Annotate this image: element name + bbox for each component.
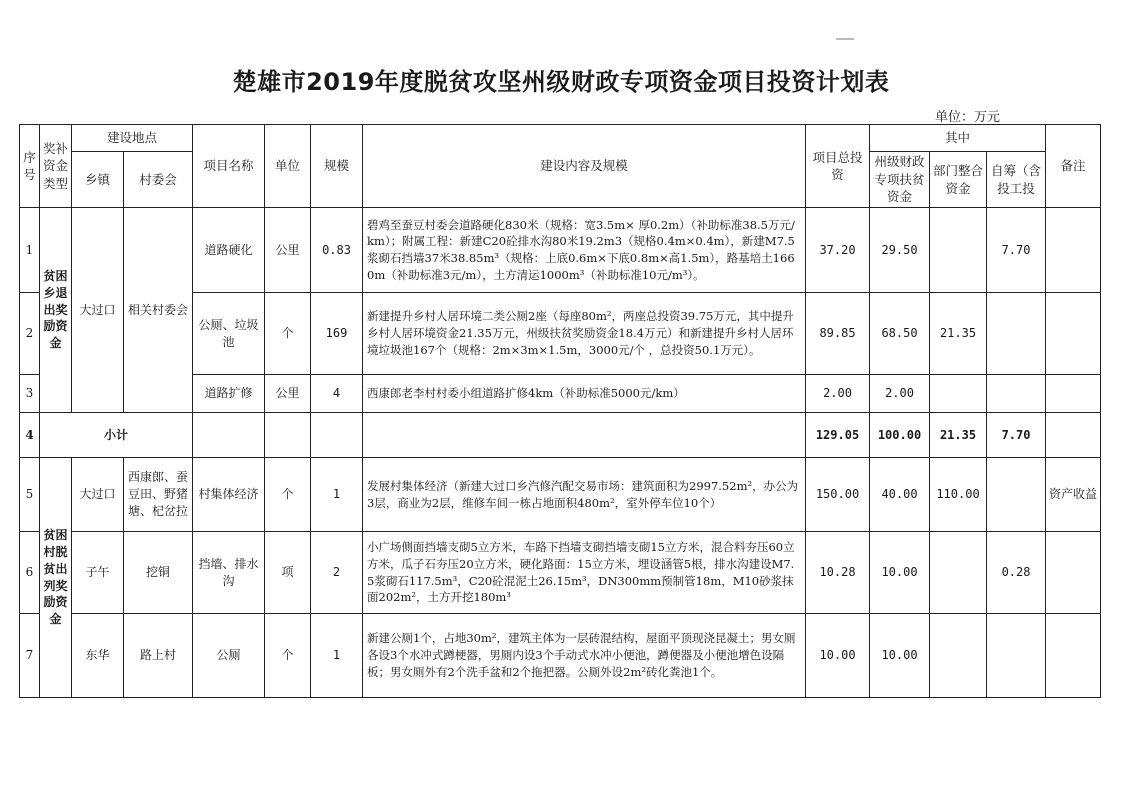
- row-scale: 169: [311, 293, 363, 375]
- page-title: 楚雄市2019年度脱贫攻坚州级财政专项资金项目投资计划表: [232, 68, 890, 96]
- table-row: [20, 614, 1101, 698]
- row-content: 碧鸡至蚕豆村委会道路硬化830米（规格：宽3.5m× 厚0.2m）（补助标准38.5万元/km）；附属工程：新建C20砼排水沟80米19.2m3（规格0.4m×0.4m），新建M7.5浆砌石挡墙37米38.85m³（规格：上底0.6m×下底0.8m×高1.5m），路基培土1660m（补助标准3元/m），土方清运1000m³（补助标准10元/m³）。: [363, 208, 806, 293]
- row-total: 10.00: [806, 614, 870, 698]
- row-unit: 个: [265, 614, 311, 698]
- subtotal-self-fund: 7.70: [987, 413, 1046, 458]
- row-remark: [1046, 208, 1101, 293]
- row-state-fund: 10.00: [870, 532, 930, 614]
- row-remark: [1046, 293, 1101, 375]
- row-project-name: 村集体经济: [193, 458, 265, 532]
- group-township-town: 大过口: [72, 208, 124, 413]
- header-village: 村委会: [124, 152, 193, 208]
- header-project-name: 项目名称: [193, 125, 265, 208]
- row-seq: 7: [20, 614, 40, 698]
- row-total: 10.28: [806, 532, 870, 614]
- row-dept-fund: [930, 614, 987, 698]
- header-total: 项目总投资: [806, 125, 870, 208]
- subtotal-empty-scale: [311, 413, 363, 458]
- subtotal-empty-unit: [265, 413, 311, 458]
- row-seq: 1: [20, 208, 40, 293]
- header-award-type: 奖补资金类型: [40, 125, 72, 208]
- subtotal-row: [20, 413, 1101, 458]
- row-seq: 5: [20, 458, 40, 532]
- row-project-name: 道路硬化: [193, 208, 265, 293]
- row-dept-fund: 21.35: [930, 293, 987, 375]
- row-project-name: 挡墙、排水沟: [193, 532, 265, 614]
- row-self-fund: [987, 614, 1046, 698]
- subtotal-empty-content: [363, 413, 806, 458]
- row-village: 西康郎、蚕豆田、野猪塘、杞岔拉: [124, 458, 193, 532]
- row-total: 37.20: [806, 208, 870, 293]
- row-self-fund: [987, 458, 1046, 532]
- group-township-village: 相关村委会: [124, 208, 193, 413]
- row-dept-fund: [930, 208, 987, 293]
- group-village-type: 贫困村脱贫出列奖励资金: [40, 458, 72, 698]
- header-scale: 规模: [311, 125, 363, 208]
- row-content: 小广场侧面挡墙支砌5立方米，车路下挡墙支砌挡墙支砌15立方米，混合料夯压60立方米，瓜子石夯压20立方米，硬化路面：15立方米，埋设涵管5根，排水沟建设M7.5浆砌石117.5m³，C20砼混泥土26.15m³，DN300mm预制管18m，M10砂浆抹面202m²，土方开挖180m³: [363, 532, 806, 614]
- row-project-name: 公厕、垃圾池: [193, 293, 265, 375]
- row-state-fund: 68.50: [870, 293, 930, 375]
- row-self-fund: 0.28: [987, 532, 1046, 614]
- subtotal-seq: 4: [20, 413, 40, 458]
- row-state-fund: 29.50: [870, 208, 930, 293]
- row-seq: 3: [20, 375, 40, 413]
- header-remark: 备注: [1046, 125, 1101, 208]
- header-seq: 序号: [20, 125, 40, 208]
- row-village: 挖铜: [124, 532, 193, 614]
- table-row: [20, 458, 1101, 532]
- header-location: 建设地点: [72, 125, 193, 152]
- group-township-type: 贫困乡退出奖励资金: [40, 208, 72, 413]
- row-unit: 公里: [265, 375, 311, 413]
- row-state-fund: 10.00: [870, 614, 930, 698]
- subtotal-empty-name: [193, 413, 265, 458]
- row-unit: 公里: [265, 208, 311, 293]
- row-town: 大过口: [72, 458, 124, 532]
- header-row-1: [20, 125, 1101, 152]
- row-seq: 6: [20, 532, 40, 614]
- row-self-fund: [987, 375, 1046, 413]
- scan-mark: [836, 38, 854, 40]
- subtotal-empty-remark: [1046, 413, 1101, 458]
- row-total: 89.85: [806, 293, 870, 375]
- row-content: 新建提升乡村人居环境二类公厕2座（每座80m²，两座总投资39.75万元，其中提升乡村人居环境资金21.35万元，州级扶贫奖励资金18.4万元）和新建提升乡村人居环境垃圾池167个（规格：2m×3m×1.5m，3000元/个 ，总投资50.1万元）。: [363, 293, 806, 375]
- row-total: 150.00: [806, 458, 870, 532]
- subtotal-dept-fund: 21.35: [930, 413, 987, 458]
- row-town: 子午: [72, 532, 124, 614]
- header-dept-fund: 部门整合资金: [930, 152, 987, 208]
- row-content: 新建公厕1个，占地30m²，建筑主体为一层砖混结构，屋面平顶现浇昆凝土；男女厕各设3个水冲式蹲梗器，男厕内设3个手动式水冲小便池，蹲便器及小便池增色设隔板；男女厕外有2个洗手盆和2个拖把器。公厕外设2m²砖化粪池1个。: [363, 614, 806, 698]
- row-remark: [1046, 532, 1101, 614]
- investment-plan-table: [19, 124, 1101, 698]
- row-project-name: 道路扩修: [193, 375, 265, 413]
- row-content: 发展村集体经济（新建大过口乡汽修汽配交易市场：建筑面积为2997.52m²，办公为3层，商业为2层，维修车间一栋占地面积480m²，室外停车位10个）: [363, 458, 806, 532]
- row-content: 西康郎老李村村委小组道路扩修4km（补助标准5000元/km）: [363, 375, 806, 413]
- row-self-fund: 7.70: [987, 208, 1046, 293]
- header-unit: 单位: [265, 125, 311, 208]
- row-unit: 个: [265, 458, 311, 532]
- row-dept-fund: 110.00: [930, 458, 987, 532]
- header-state-fund: 州级财政专项扶贫资金: [870, 152, 930, 208]
- row-total: 2.00: [806, 375, 870, 413]
- header-town: 乡镇: [72, 152, 124, 208]
- table-row: [20, 532, 1101, 614]
- row-remark: 资产收益: [1046, 458, 1101, 532]
- subtotal-total: 129.05: [806, 413, 870, 458]
- row-state-fund: 40.00: [870, 458, 930, 532]
- row-dept-fund: [930, 375, 987, 413]
- row-town: 东华: [72, 614, 124, 698]
- row-unit: 项: [265, 532, 311, 614]
- table-row: [20, 208, 1101, 293]
- row-state-fund: 2.00: [870, 375, 930, 413]
- row-scale: 4: [311, 375, 363, 413]
- row-self-fund: [987, 293, 1046, 375]
- row-project-name: 公厕: [193, 614, 265, 698]
- row-dept-fund: [930, 532, 987, 614]
- unit-label: 单位：万元: [935, 110, 1001, 125]
- row-scale: 1: [311, 614, 363, 698]
- row-scale: 0.83: [311, 208, 363, 293]
- header-self-fund: 自筹（含投工投: [987, 152, 1046, 208]
- subtotal-label: 小计: [40, 413, 193, 458]
- row-remark: [1046, 614, 1101, 698]
- row-remark: [1046, 375, 1101, 413]
- row-seq: 2: [20, 293, 40, 375]
- subtotal-state-fund: 100.00: [870, 413, 930, 458]
- header-of-which: 其中: [870, 125, 1046, 152]
- row-unit: 个: [265, 293, 311, 375]
- row-scale: 2: [311, 532, 363, 614]
- row-scale: 1: [311, 458, 363, 532]
- header-content: 建设内容及规模: [363, 125, 806, 208]
- row-village: 路上村: [124, 614, 193, 698]
